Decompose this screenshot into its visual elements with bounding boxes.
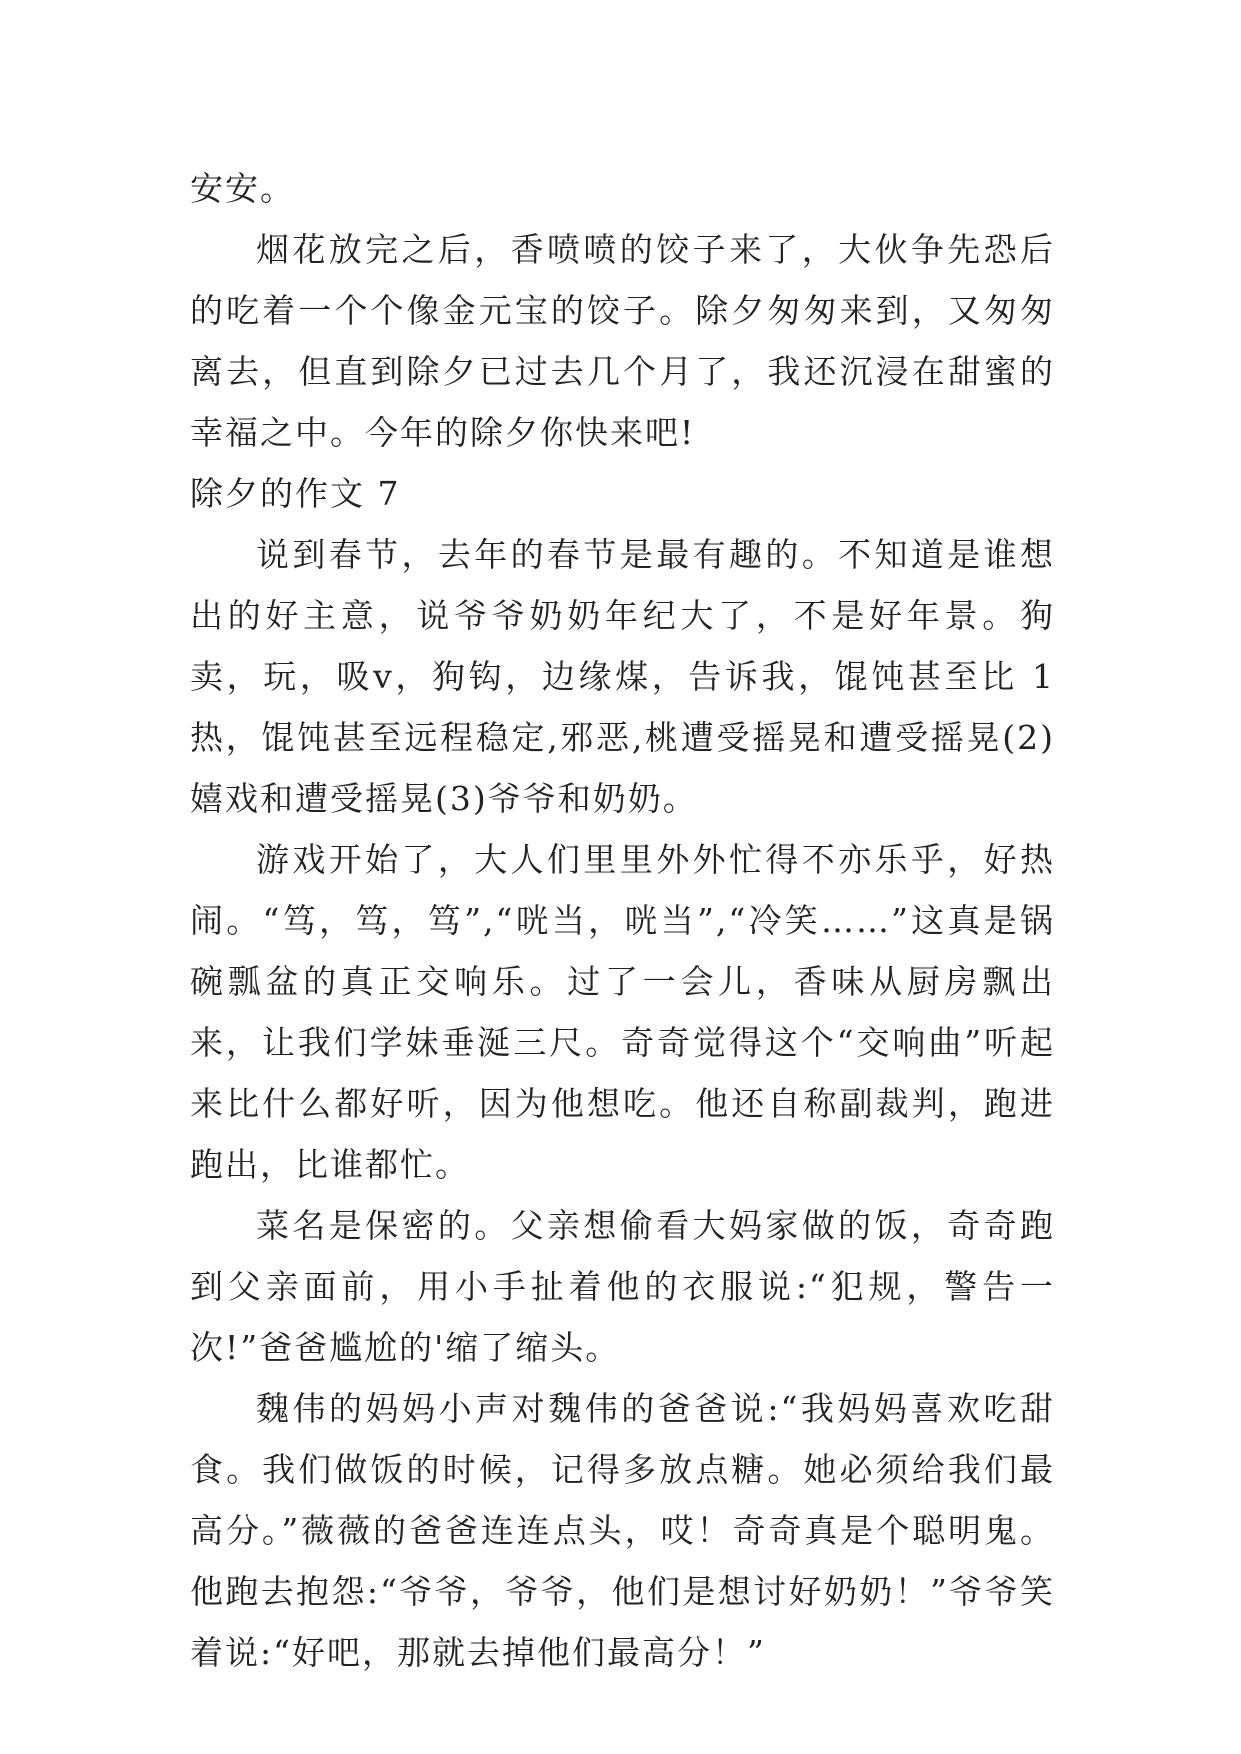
paragraph-spring-festival: 说到春节，去年的春节是最有趣的。不知道是谁想出的好主意，说爷爷奶奶年纪大了，不是好年景。狗卖，玩，吸v，狗钩，边缘煤，告诉我，馄饨甚至比 1 热，馄饨甚至远程稳定,邪恶,桃遭受摇晃和遭受摇晃(2)嬉戏和遭受摇晃(3)爷爷和奶奶。 bbox=[190, 535, 1055, 818]
document-page bbox=[190, 158, 1055, 1683]
paragraph-secret-menu: 菜名是保密的。父亲想偷看大妈家做的饭，奇奇跑到父亲面前，用小手扯着他的衣服说:“犯规，警告一次!”爸爸尴尬的'缩了缩头。 bbox=[190, 1206, 1055, 1367]
paragraph-continuation: 安安。 bbox=[190, 169, 295, 208]
paragraph-sweet-food: 魏伟的妈妈小声对魏伟的爸爸说:“我妈妈喜欢吃甜食。我们做饭的时候，记得多放点糖。她必须给我们最高分。”薇薇的爸爸连连点头，哎！奇奇真是个聪明鬼。他跑去抱怨:“爷爷，爷爷，他们是想讨好奶奶！”爷爷笑着说:“好吧，那就去掉他们最高分！” bbox=[190, 1389, 1055, 1672]
essay-heading: 除夕的作文 7 bbox=[190, 474, 401, 513]
paragraph-game-starts: 游戏开始了，大人们里里外外忙得不亦乐乎，好热闹。“笃，笃，笃”,“咣当，咣当”,“冷笑……”这真是锅碗瓢盆的真正交响乐。过了一会儿，香味从厨房飘出来，让我们学妹垂涎三尺。奇奇觉得这个“交响曲”听起来比什么都好听，因为他想吃。他还自称副裁判，跑进跑出，比谁都忙。 bbox=[190, 840, 1055, 1184]
paragraph-fireworks-dumplings: 烟花放完之后，香喷喷的饺子来了，大伙争先恐后的吃着一个个像金元宝的饺子。除夕匆匆来到，又匆匆离去，但直到除夕已过去几个月了，我还沉浸在甜蜜的幸福之中。今年的除夕你快来吧! bbox=[190, 230, 1055, 452]
